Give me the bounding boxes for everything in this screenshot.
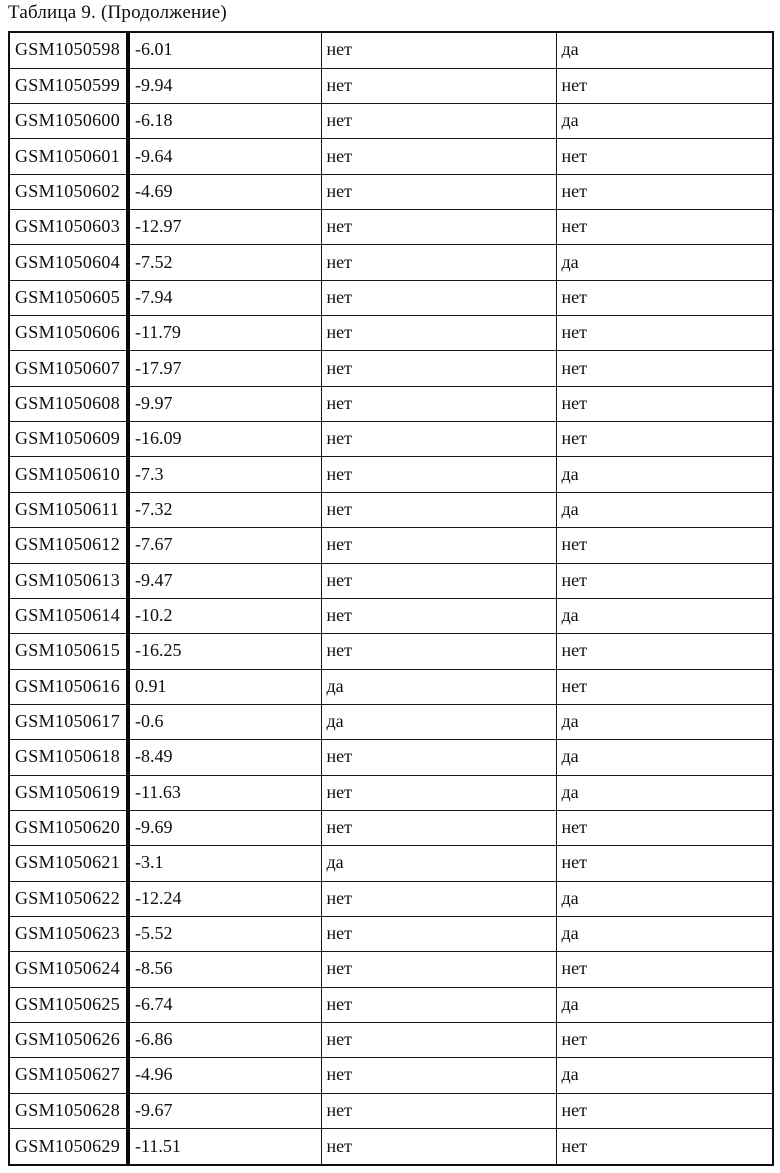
cell-value: -12.24	[128, 881, 321, 916]
cell-flag-b: нет	[556, 846, 773, 881]
cell-sample-id: GSM1050600	[9, 104, 128, 139]
cell-sample-id: GSM1050623	[9, 916, 128, 951]
cell-value: -4.69	[128, 174, 321, 209]
cell-flag-b: да	[556, 245, 773, 280]
cell-flag-a: нет	[321, 68, 556, 103]
cell-flag-a: нет	[321, 316, 556, 351]
cell-value: 0.91	[128, 669, 321, 704]
table-row	[9, 422, 773, 457]
cell-sample-id: GSM1050618	[9, 740, 128, 775]
cell-flag-a: нет	[321, 1058, 556, 1093]
table-row	[9, 316, 773, 351]
cell-value: -9.64	[128, 139, 321, 174]
cell-flag-a: да	[321, 669, 556, 704]
cell-sample-id: GSM1050624	[9, 952, 128, 987]
table-row	[9, 634, 773, 669]
cell-value: -9.47	[128, 563, 321, 598]
cell-flag-a: нет	[321, 1022, 556, 1057]
cell-flag-b: нет	[556, 1093, 773, 1128]
cell-value: -8.56	[128, 952, 321, 987]
table-row	[9, 987, 773, 1022]
cell-sample-id: GSM1050620	[9, 810, 128, 845]
cell-flag-b: нет	[556, 68, 773, 103]
cell-flag-a: нет	[321, 492, 556, 527]
table-row	[9, 775, 773, 810]
table-row	[9, 881, 773, 916]
cell-sample-id: GSM1050605	[9, 280, 128, 315]
table-row	[9, 704, 773, 739]
table-row	[9, 104, 773, 139]
cell-value: -8.49	[128, 740, 321, 775]
table-row	[9, 740, 773, 775]
table-row	[9, 952, 773, 987]
cell-sample-id: GSM1050603	[9, 210, 128, 245]
table-row	[9, 174, 773, 209]
cell-flag-b: нет	[556, 386, 773, 421]
cell-sample-id: GSM1050629	[9, 1129, 128, 1166]
cell-flag-a: нет	[321, 1093, 556, 1128]
cell-flag-b: да	[556, 881, 773, 916]
cell-value: -6.01	[128, 32, 321, 68]
table-row	[9, 846, 773, 881]
table-row	[9, 386, 773, 421]
cell-flag-b: нет	[556, 1129, 773, 1166]
cell-value: -6.18	[128, 104, 321, 139]
cell-sample-id: GSM1050628	[9, 1093, 128, 1128]
cell-value: -7.94	[128, 280, 321, 315]
table-row	[9, 916, 773, 951]
cell-flag-b: да	[556, 704, 773, 739]
table-body	[9, 32, 773, 1165]
cell-sample-id: GSM1050613	[9, 563, 128, 598]
cell-flag-b: нет	[556, 810, 773, 845]
cell-value: -7.67	[128, 528, 321, 563]
table-row	[9, 1058, 773, 1093]
cell-flag-a: нет	[321, 740, 556, 775]
cell-flag-a: нет	[321, 422, 556, 457]
cell-flag-b: нет	[556, 316, 773, 351]
cell-flag-a: нет	[321, 1129, 556, 1166]
cell-value: -4.96	[128, 1058, 321, 1093]
cell-flag-a: нет	[321, 104, 556, 139]
cell-sample-id: GSM1050627	[9, 1058, 128, 1093]
cell-flag-b: нет	[556, 563, 773, 598]
cell-sample-id: GSM1050611	[9, 492, 128, 527]
cell-flag-b: нет	[556, 952, 773, 987]
cell-value: -16.25	[128, 634, 321, 669]
cell-flag-a: нет	[321, 32, 556, 68]
table-row	[9, 245, 773, 280]
cell-sample-id: GSM1050604	[9, 245, 128, 280]
table-row	[9, 139, 773, 174]
cell-value: -6.86	[128, 1022, 321, 1057]
table-row	[9, 528, 773, 563]
cell-value: -6.74	[128, 987, 321, 1022]
cell-flag-a: нет	[321, 952, 556, 987]
cell-value: -12.97	[128, 210, 321, 245]
table-row	[9, 1022, 773, 1057]
table-row	[9, 810, 773, 845]
cell-flag-b: да	[556, 775, 773, 810]
cell-flag-b: нет	[556, 280, 773, 315]
cell-sample-id: GSM1050619	[9, 775, 128, 810]
cell-flag-b: да	[556, 492, 773, 527]
cell-value: -5.52	[128, 916, 321, 951]
cell-flag-b: да	[556, 32, 773, 68]
cell-value: -11.63	[128, 775, 321, 810]
cell-sample-id: GSM1050608	[9, 386, 128, 421]
cell-flag-a: нет	[321, 563, 556, 598]
cell-value: -3.1	[128, 846, 321, 881]
data-table	[8, 31, 774, 1166]
cell-flag-b: нет	[556, 634, 773, 669]
cell-flag-b: нет	[556, 528, 773, 563]
cell-value: -0.6	[128, 704, 321, 739]
cell-flag-a: да	[321, 846, 556, 881]
cell-sample-id: GSM1050602	[9, 174, 128, 209]
table-title: Таблица 9. (Продолжение)	[8, 2, 227, 23]
cell-flag-b: да	[556, 740, 773, 775]
cell-value: -7.52	[128, 245, 321, 280]
cell-value: -9.69	[128, 810, 321, 845]
cell-flag-a: нет	[321, 987, 556, 1022]
cell-flag-a: нет	[321, 210, 556, 245]
cell-value: -9.67	[128, 1093, 321, 1128]
cell-value: -9.94	[128, 68, 321, 103]
cell-flag-a: нет	[321, 139, 556, 174]
cell-value: -11.51	[128, 1129, 321, 1166]
cell-sample-id: GSM1050612	[9, 528, 128, 563]
cell-sample-id: GSM1050598	[9, 32, 128, 68]
cell-flag-b: нет	[556, 669, 773, 704]
cell-flag-a: нет	[321, 245, 556, 280]
cell-flag-a: нет	[321, 598, 556, 633]
cell-sample-id: GSM1050621	[9, 846, 128, 881]
cell-sample-id: GSM1050609	[9, 422, 128, 457]
table-row	[9, 32, 773, 68]
cell-sample-id: GSM1050610	[9, 457, 128, 492]
cell-sample-id: GSM1050606	[9, 316, 128, 351]
cell-sample-id: GSM1050626	[9, 1022, 128, 1057]
cell-flag-b: да	[556, 598, 773, 633]
cell-flag-a: нет	[321, 457, 556, 492]
cell-flag-b: нет	[556, 210, 773, 245]
table-row	[9, 1093, 773, 1128]
cell-value: -10.2	[128, 598, 321, 633]
cell-flag-b: да	[556, 457, 773, 492]
cell-flag-a: нет	[321, 916, 556, 951]
cell-value: -17.97	[128, 351, 321, 386]
cell-flag-b: нет	[556, 174, 773, 209]
table-row	[9, 598, 773, 633]
cell-flag-a: нет	[321, 386, 556, 421]
cell-value: -7.32	[128, 492, 321, 527]
cell-flag-b: нет	[556, 1022, 773, 1057]
cell-flag-b: нет	[556, 422, 773, 457]
cell-sample-id: GSM1050614	[9, 598, 128, 633]
table-row	[9, 210, 773, 245]
cell-sample-id: GSM1050622	[9, 881, 128, 916]
table-row	[9, 457, 773, 492]
cell-flag-a: нет	[321, 881, 556, 916]
table-row	[9, 351, 773, 386]
cell-sample-id: GSM1050616	[9, 669, 128, 704]
cell-flag-b: нет	[556, 139, 773, 174]
cell-flag-b: да	[556, 104, 773, 139]
table-row	[9, 280, 773, 315]
cell-flag-a: нет	[321, 351, 556, 386]
cell-flag-a: нет	[321, 280, 556, 315]
cell-flag-a: нет	[321, 634, 556, 669]
cell-flag-b: да	[556, 1058, 773, 1093]
cell-sample-id: GSM1050617	[9, 704, 128, 739]
cell-sample-id: GSM1050615	[9, 634, 128, 669]
cell-flag-a: нет	[321, 810, 556, 845]
cell-flag-a: нет	[321, 174, 556, 209]
cell-value: -11.79	[128, 316, 321, 351]
cell-flag-b: нет	[556, 351, 773, 386]
cell-flag-b: да	[556, 916, 773, 951]
table-row	[9, 68, 773, 103]
cell-sample-id: GSM1050599	[9, 68, 128, 103]
table-row	[9, 669, 773, 704]
cell-value: -16.09	[128, 422, 321, 457]
table-row	[9, 563, 773, 598]
cell-sample-id: GSM1050625	[9, 987, 128, 1022]
table-row	[9, 1129, 773, 1166]
cell-value: -7.3	[128, 457, 321, 492]
cell-sample-id: GSM1050601	[9, 139, 128, 174]
cell-value: -9.97	[128, 386, 321, 421]
cell-flag-a: нет	[321, 775, 556, 810]
table-row	[9, 492, 773, 527]
cell-flag-b: да	[556, 987, 773, 1022]
cell-flag-a: да	[321, 704, 556, 739]
cell-sample-id: GSM1050607	[9, 351, 128, 386]
cell-flag-a: нет	[321, 528, 556, 563]
